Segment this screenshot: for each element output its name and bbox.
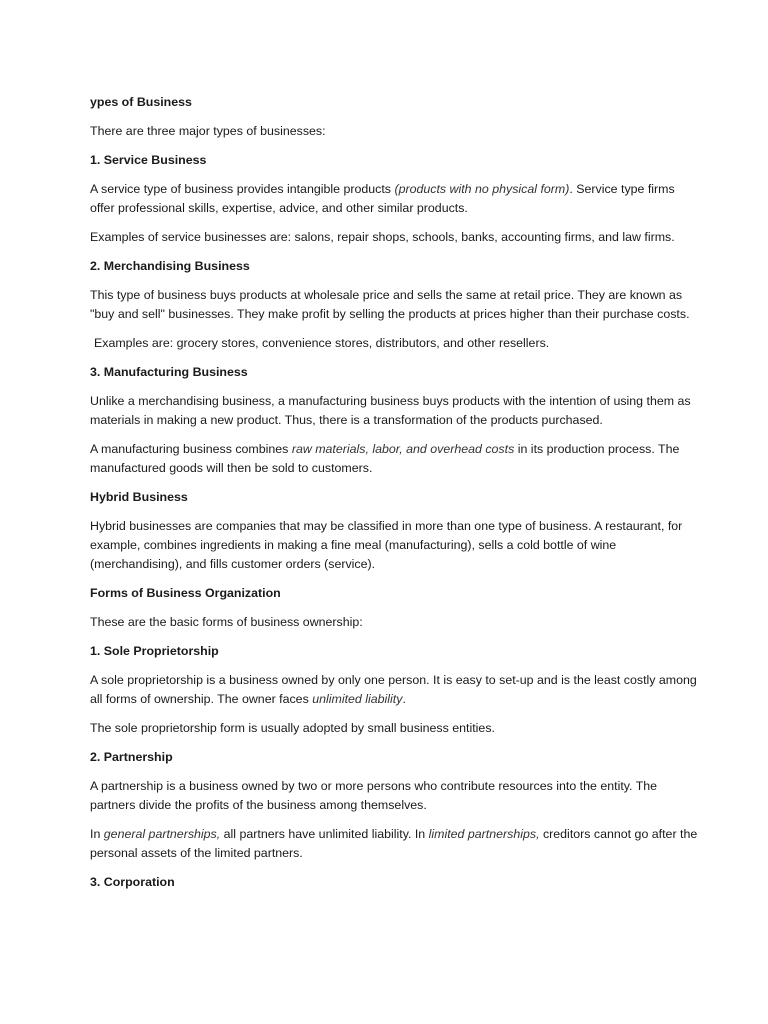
- partnership-text-c: creditors cannot go after the personal assets of the limited partners.: [90, 827, 698, 860]
- forms-intro-paragraph: These are the basic forms of business ownership:: [90, 615, 363, 629]
- sole-text-a: A sole proprietorship is a business owned by only one person. It is easy to set-up and is the least costly among all forms of ownership. The owner faces: [90, 673, 697, 706]
- general-partnerships-emphasis: general partnerships,: [103, 827, 221, 841]
- sole-proprietorship-paragraph: [90, 671, 698, 709]
- sole-text-b: .: [402, 692, 406, 706]
- partnership-text-a: In: [90, 827, 104, 841]
- merchandising-business-heading: 2. Merchandising Business: [90, 259, 250, 273]
- partnership-paragraph: A partnership is a business owned by two or more persons who contribute resources into the entity. The partners divide the profits of the business among themselves.: [90, 779, 658, 812]
- service-text-b: . Service type firms offer professional skills, expertise, advice, and other similar products.: [90, 182, 675, 215]
- manufacturing-business-heading: 3. Manufacturing Business: [90, 365, 248, 379]
- sole-proprietorship-heading: 1. Sole Proprietorship: [90, 644, 219, 658]
- service-business-heading: 1. Service Business: [90, 153, 207, 167]
- service-business-paragraph: [90, 180, 698, 218]
- partnership-heading: 2. Partnership: [90, 750, 173, 764]
- hybrid-paragraph: Hybrid businesses are companies that may be classified in more than one type of business. A restaurant, for example, combines ingredients in making a fine meal (manufacturing), sells a cold bottle of wine (merchandising), and fills customer orders (service).: [90, 519, 683, 571]
- partnership-types-paragraph: [90, 825, 698, 863]
- corporation-heading: 3. Corporation: [90, 875, 175, 889]
- manufacturing-emphasis: raw materials, labor, and overhead costs: [291, 442, 515, 456]
- document-title: ypes of Business: [90, 95, 192, 109]
- manufacturing-paragraph: Unlike a merchandising business, a manufacturing business buys products with the intention of using them as materials in making a new product. Thus, there is a transformation of the products purchased.: [90, 394, 691, 427]
- manufacturing-process-paragraph: [90, 440, 698, 478]
- sole-emphasis: unlimited liability: [312, 692, 403, 706]
- forms-heading: Forms of Business Organization: [90, 586, 281, 600]
- sole-proprietorship-usage-paragraph: The sole proprietorship form is usually adopted by small business entities.: [90, 721, 495, 735]
- limited-partnerships-emphasis: limited partnerships,: [428, 827, 540, 841]
- service-examples-paragraph: Examples of service businesses are: salons, repair shops, schools, banks, accounting firms, and law firms.: [90, 230, 675, 244]
- merchandising-paragraph: This type of business buys products at wholesale price and sells the same at retail price. They are known as "buy and sell" businesses. They make profit by selling the products at prices higher than their purchase costs.: [90, 288, 690, 321]
- partnership-text-b: all partners have unlimited liability. In: [220, 827, 429, 841]
- manufacturing-text-b: in its production process. The manufactured goods will then be sold to customers.: [90, 442, 680, 475]
- service-text-a: A service type of business provides intangible products: [90, 182, 395, 196]
- service-emphasis: (products with no physical form): [394, 182, 570, 196]
- hybrid-business-heading: Hybrid Business: [90, 490, 188, 504]
- manufacturing-text-a: A manufacturing business combines: [90, 442, 292, 456]
- merchandising-examples-paragraph: Examples are: grocery stores, convenience stores, distributors, and other resellers.: [94, 336, 550, 350]
- intro-paragraph: There are three major types of businesses:: [90, 124, 326, 138]
